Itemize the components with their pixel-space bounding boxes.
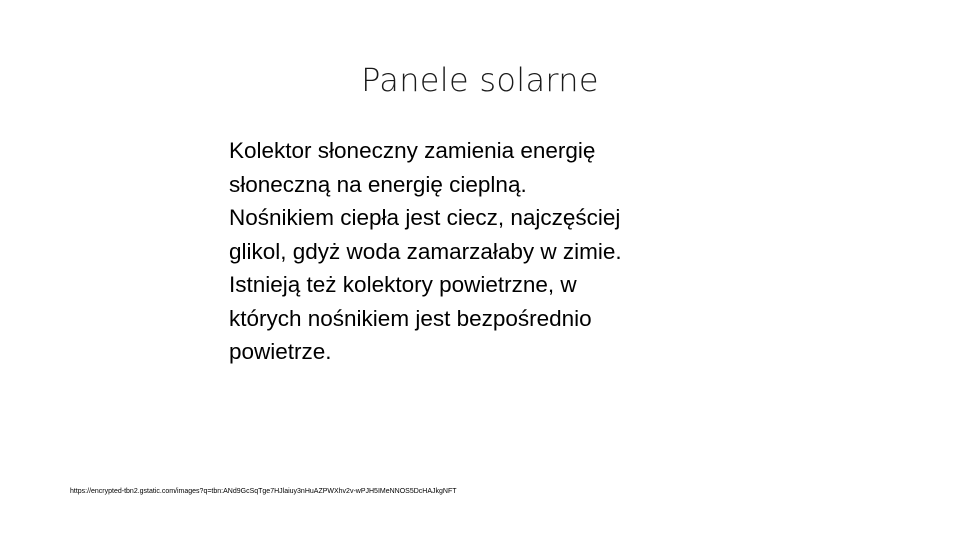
image-source-url: https://encrypted-tbn2.gstatic.com/images?q=tbn:ANd9GcSqTge7HJlaiuy3nHuAZPWXhv2v-wPJH5IMeNNOS5DcHAJkgNFT [70, 488, 457, 495]
body-line: których nośnikiem jest bezpośrednio [229, 305, 592, 331]
body-line: powietrze. [229, 339, 332, 364]
slide-title [0, 58, 960, 102]
body-line: słoneczną na energię cieplną. [229, 171, 527, 197]
slide-body [229, 134, 699, 369]
body-line: glikol, gdyż woda zamarzałaby w zimie. [229, 238, 622, 264]
slide-title-text: Panele solarne [361, 61, 599, 99]
body-line: Nośnikiem ciepła jest ciecz, najczęściej [229, 205, 621, 230]
body-line: Kolektor słoneczny zamienia energię [229, 138, 596, 163]
body-line: Istnieją też kolektory powietrzne, w [229, 272, 577, 297]
